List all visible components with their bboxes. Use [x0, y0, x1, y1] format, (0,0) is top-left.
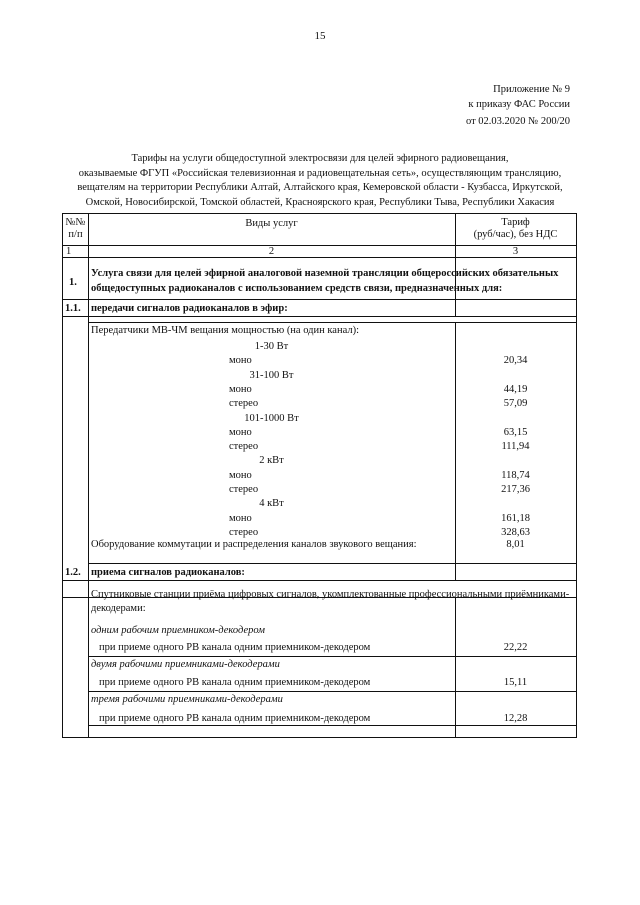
receiver-group-label: при приеме одного РВ канала одним приемником-декодером: [99, 713, 371, 724]
header-service: Виды услуг: [245, 218, 298, 229]
document-title: [60, 152, 580, 210]
section-1-2-title: приема сигналов радиоканалов:: [91, 567, 245, 578]
transmitter-row-value: 328,63: [501, 526, 530, 538]
transmitter-row-label: стерео: [229, 441, 259, 453]
table-rule: [88, 563, 576, 564]
header-number-line: №№: [65, 217, 86, 228]
header-tariff: [455, 217, 576, 241]
table-rule: [63, 580, 576, 581]
receiver-group-heading: тремя рабочими приемниками-декодерами: [91, 694, 283, 705]
table-rule: [88, 656, 576, 657]
appendix-line-2: к приказу ФАС России: [468, 99, 570, 110]
header-number: [63, 217, 88, 241]
table-column-divider: [88, 214, 89, 737]
appendix-line-3: от 02.03.2020 № 200/20: [465, 116, 570, 127]
transmitter-row-value: 44,19: [503, 383, 528, 395]
title-line: оказываемые ФГУП «Российская телевизионная и радиовещательная сеть», осуществляющим трансляцию,: [78, 167, 562, 179]
equipment-label: Оборудование коммутации и распределения каналов звукового вещания:: [91, 539, 417, 550]
tariff-table: [62, 213, 577, 738]
receiver-group-heading: одним рабочим приемником-декодером: [91, 625, 265, 636]
satellite-intro-line: Спутниковые станции приёма цифровых сигналов, укомплектованные профессиональными приёмниками-: [91, 589, 570, 600]
title-line: вещателям на территории Республики Алтай, Алтайского края, Кемеровской области - Кузбасса, Иркутской,: [77, 182, 563, 193]
page-number: 15: [314, 30, 326, 42]
transmitter-row-label: стерео: [229, 526, 259, 538]
transmitter-row-label: моно: [229, 512, 252, 524]
transmitter-row-label: стерео: [229, 484, 259, 495]
equipment-value: 8,01: [506, 539, 525, 550]
column-number-1: 1: [66, 246, 72, 257]
section-1-title-line: общедоступных радиоканалов с использованием средств связи, предназначенных для:: [91, 283, 503, 294]
transmitter-row-value: 118,74: [501, 469, 530, 481]
column-number-2: 2: [268, 246, 275, 257]
transmitter-row-label: 1-30 Вт: [254, 341, 289, 352]
table-rule: [88, 725, 576, 726]
transmitter-row-label: 31-100 Вт: [249, 369, 294, 381]
header-tariff-line: (руб/час), без НДС: [473, 229, 558, 240]
transmitter-row-label: моно: [229, 426, 252, 438]
transmitter-row-label: моно: [229, 383, 252, 395]
receiver-group-heading: двумя рабочими приемниками-декодерами: [91, 659, 280, 670]
header-tariff-line: Тариф: [501, 217, 530, 228]
section-1-1-number: 1.1.: [65, 303, 81, 314]
receiver-group-value: 12,28: [503, 713, 528, 724]
transmitter-row-label: 4 кВт: [259, 498, 284, 510]
table-rule: [63, 299, 576, 300]
transmitter-row-label: 2 кВт: [259, 455, 284, 467]
transmitter-row-value: 20,34: [503, 355, 528, 367]
transmitter-row-label: стерео: [229, 398, 259, 410]
receiver-group-label: при приеме одного РВ канала одним приемником-декодером: [99, 642, 371, 653]
transmitters-intro: Передатчики МВ-ЧМ вещания мощностью (на один канал):: [91, 325, 359, 336]
table-rule: [63, 316, 576, 317]
receiver-group-label: при приеме одного РВ канала одним приемником-декодером: [99, 677, 371, 688]
table-rule: [88, 322, 576, 323]
section-1-title-line: Услуга связи для целей эфирной аналоговой наземной трансляции общероссийских обязательных: [91, 268, 559, 279]
section-1-number: 1.: [69, 277, 77, 288]
header-number-line: п/п: [68, 229, 83, 240]
title-line: Тарифы на услуги общедоступной электросвязи для целей эфирного радиовещания,: [131, 153, 509, 164]
column-number-3: 3: [512, 246, 519, 257]
transmitter-row-value: 217,36: [501, 484, 530, 495]
transmitter-row-label: моно: [229, 469, 252, 481]
receiver-group-value: 15,11: [503, 677, 528, 688]
transmitter-row-value: 57,09: [503, 398, 528, 410]
table-rule: [63, 257, 576, 258]
transmitter-row-value: 161,18: [501, 512, 530, 524]
section-1-1-title: передачи сигналов радиоканалов в эфир:: [91, 303, 288, 314]
transmitter-row-value: 111,94: [501, 441, 530, 453]
section-1-2-number: 1.2.: [65, 567, 81, 578]
transmitter-row-value: 63,15: [503, 426, 528, 438]
transmitter-row-label: моно: [229, 355, 252, 367]
appendix-line-1: Приложение № 9: [493, 84, 570, 95]
satellite-intro-line: декодерами:: [91, 603, 146, 614]
table-rule: [88, 691, 576, 692]
transmitter-row-label: 101-1000 Вт: [244, 412, 299, 424]
receiver-group-value: 22,22: [503, 642, 528, 653]
title-line: Омской, Новосибирской, Томской областей, Красноярского края, Республики Тыва, Республики Хакасия: [85, 196, 555, 208]
